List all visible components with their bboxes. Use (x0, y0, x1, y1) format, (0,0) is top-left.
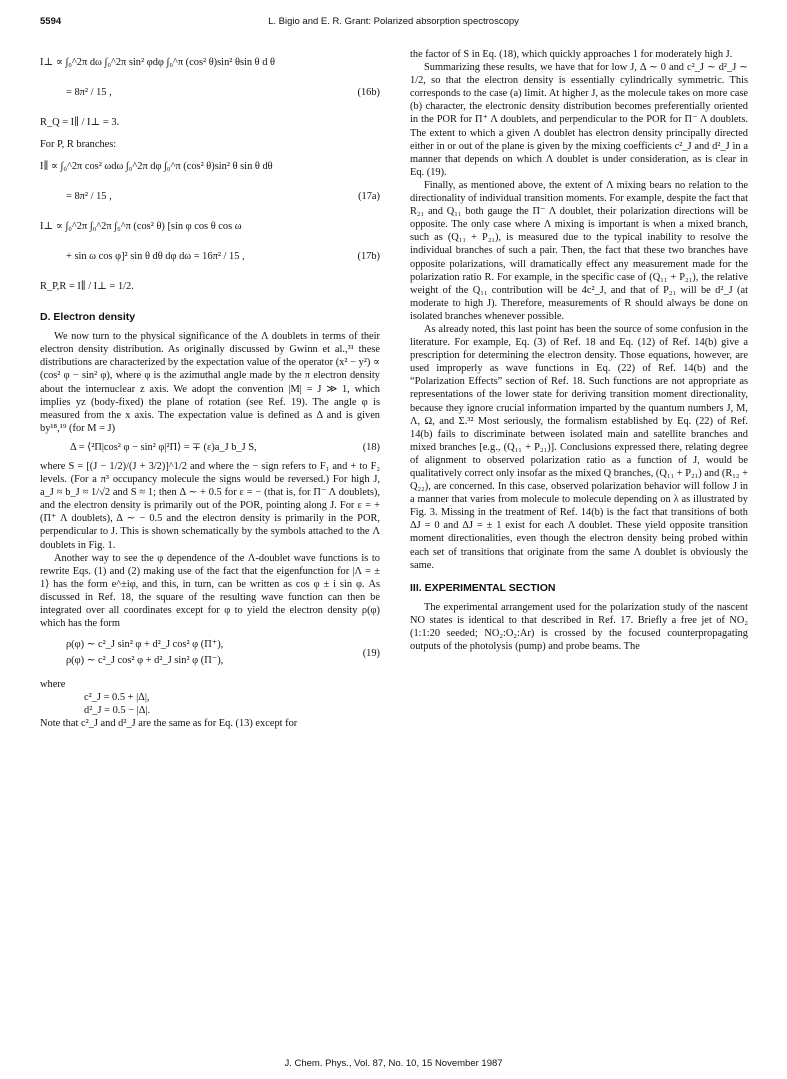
page-footer: J. Chem. Phys., Vol. 87, No. 10, 15 November 1987 (284, 1058, 503, 1069)
equation-16b: = 8π² / 15 , (16b) (66, 87, 380, 99)
paragraph: where S = [(J − 1/2)/(J + 3/2)]^1/2 and where the − sign refers to F₁ and + to F₂ levels. (For a π³ occupancy molecule the signs would be reversed.) For high J, a_J ≈ b_J ≈ 1/√2 and S ≈ 1; then Δ ∼ + 0.5 for ε = − (that is, for Π⁻ Λ doublets), and the electron density is primarily out of the POR, pointing along J. For ε = + (Π⁺ Λ doublets), Δ ∼ − 0.5 and the electron density is primarily in the POR, perpendicular to J. This is shown schematically by the symbols attached to the Λ doublets in Fig. 1. (40, 460, 380, 551)
equation-dj: d²_J = 0.5 − |Δ|. (84, 705, 151, 717)
equation-17b-integral: I⊥ ∝ ∫₀^2π ∫₀^2π ∫₀^π (cos² θ) [sin φ cos θ cos ω (40, 220, 242, 232)
equation-19: ρ(φ) ∼ c²_J sin² φ + d²_J cos² φ (Π⁺), ρ(φ) ∼ c²_J cos² φ + d²_J sin² φ (Π⁻), (19) (66, 639, 380, 667)
equation-17a: = 8π² / 15 , (17a) (66, 190, 380, 202)
paragraph: As already noted, this last point has been the source of some confusion in the literature. For example, Eq. (3) of Ref. 18 and Eq. (12) of Ref. 14(b) give a prescription for determining the electron density. Those equations, however, are used improperly as wave functions in Eq. (22) of Ref. 14(b) and the “Polarization Effects” section of Ref. 18. Such functions are not appropriate as representations of the lower state for deriving transition moment directionality, because they ignore crucial information imparted by the quantum numbers J, M, Λ, Ω, and Σ.³² Most seriously, the formalism established by Eq. (22) of Ref. 14(b) fails to discriminate between isolated main and satellite branches and mixed branches [e.g., (Q₁₁ + P₂₁)]. Conclusions expressed there, relating degree of alignment to observed polarization ratio as a function of J, would be qualitatively correct only insofar as the mixed Q branches, (Q₁₁ + P₂₁) and (R₁₂ + Q₂₂), are concerned. In this case, observed polarization behavior will follow J in a manner that varies from molecule to molecule depending on λ as illustrated by Fig. 3. Missing in the treatment of Ref. 14(b) is the fact that transitions of both ΔJ = 0 and ΔJ = ± 1 exist for each Λ doublet. These yield opposite transition moment directionalities, even though the electron density being probed within each set of transitions that originate from the same Λ doublet is obviously the same. (410, 323, 748, 571)
paragraph: where (40, 679, 66, 691)
paragraph: Another way to see the φ dependence of the Λ-doublet wave functions is to rewrite Eqs. (1) and (2) making use of the fact that the eigenfunction for |Λ = ± 1⟩ has the form e^±iφ, and this, in turn, can be written as cos φ ± i sin φ. As discussed in Ref. 18, the square of the resulting wave function can then be integrated over all coordinates except for φ to yield the electron density ρ(φ) which has the form (40, 552, 380, 630)
page-number: 5594 (40, 16, 62, 27)
equation-number: (18) (362, 441, 380, 453)
section-heading-experimental: III. EXPERIMENTAL SECTION (410, 581, 556, 594)
paragraph: the factor of S in Eq. (18), which quickly approaches 1 for moderately high J. (410, 49, 733, 60)
paragraph: The experimental arrangement used for the polarization study of the nascent NO states is identical to that described in Ref. 17. Briefly a free jet of NO₂ (1:1:20 seeded; NO₂:O₂:Ar) is crossed by the focused counterpropagating outputs of the photolysis (pump) and probe beams. The (410, 601, 748, 653)
equation-number: (17b) (357, 250, 380, 262)
equation-cj: c²_J = 0.5 + |Δ|, (84, 692, 150, 704)
paragraph: Finally, as mentioned above, the extent of Λ mixing bears no relation to the directionality of individual transition moments. For example, despite the fact that R₂₁ and Q₁₁ both gauge the Π⁻ Λ doublet, their polarization directions will be opposite. The only case where Λ mixing is important is when a mixed branch, such as (Q₁₁ + P₂₁), is measured due to the typical inability to resolve the individual branches of such a pair. Then, the fact that these two branches have opposite polarizations, will dramatically effect any measurement made for the polarization ratio R. For example, in the specific case of (Q₁₁ + P₂₁), the relative weight of the Q₁₁ contribution will be 4c²_J, and that of P₂₁ will be d²_J (at moderate to high J). Therefore, measurements of R should always be done on isolated branches whenever possible. (410, 179, 748, 322)
equation-rq: R_Q = I∥ / I⊥ = 3. (40, 117, 120, 129)
for-pr-branches: For P, R branches: (40, 139, 117, 150)
equation-17b: + sin ω cos φ]² sin θ dθ dφ dω = 16π² / 15 , (17b) (66, 250, 380, 262)
right-column (410, 48, 748, 653)
equation-17a-integral: I∥ ∝ ∫₀^2π cos² ωdω ∫₀^2π dφ ∫₀^π (cos² θ)sin² θ sin θ dθ (40, 160, 273, 172)
running-title: L. Bigio and E. R. Grant: Polarized absorption spectroscopy (268, 16, 519, 27)
section-heading-electron-density: D. Electron density (40, 311, 136, 324)
equation-number: (19) (362, 648, 380, 660)
equation-16a-integral: I⊥ ∝ ∫₀^2π dω ∫₀^2π sin² φdφ ∫₀^π (cos² θ)sin² θsin θ d θ (40, 57, 276, 69)
equation-18: Δ = ⟨²Π|cos² φ − sin² φ|²Π⟩ = ∓ (ε)a_J b_J S, (18) (70, 441, 380, 453)
page-header (40, 16, 747, 30)
left-column (40, 48, 380, 731)
equation-rpr: R_P,R = I∥ / I⊥ = 1/2. (40, 280, 134, 292)
paragraph: Summarizing these results, we have that for low J, Δ ∼ 0 and c²_J ∼ d²_J ∼ 1/2, so that the electron density is essentially cylindrically symmetric. This corresponds to the case (a) limit. At higher J, as the molecule takes on more case (b) character, the electronic density distribution becomes preferentially oriented in the POR for Π⁺ Λ doublets, and perpendicular to the POR for Π⁻ Λ doublets. The extent to which a given Λ doublet has electron density principally directed either in or out of the plane is given by the mixing coefficients c²_J and d²_J in a manner that depends on which Λ doublet is under consideration, as is clear in Eq. (19). (410, 62, 748, 178)
equation-number: (16b) (357, 87, 380, 99)
paragraph: Note that c²_J and d²_J are the same as for Eq. (13) except for (40, 718, 298, 730)
paragraph: We now turn to the physical significance of the Λ doublets in terms of their electron density distribution. As originally discussed by Gwinn et al.,³¹ these distributions are characterized by the expectation value of the operator (x² − y²) ∝ (cos² φ − sin² φ), where φ is the azimuthal angle made by the π electron density about the internuclear z axis. We adopt the convention |M| = J ≫ 1, which implies yz (body-fixed) the plane of rotation (see Ref. 19). The angle φ is measured from the x axis. The expectation value is defined as Δ and is given by¹⁸,¹⁹ (for M = J) (40, 331, 380, 434)
equation-number: (17a) (358, 190, 380, 202)
